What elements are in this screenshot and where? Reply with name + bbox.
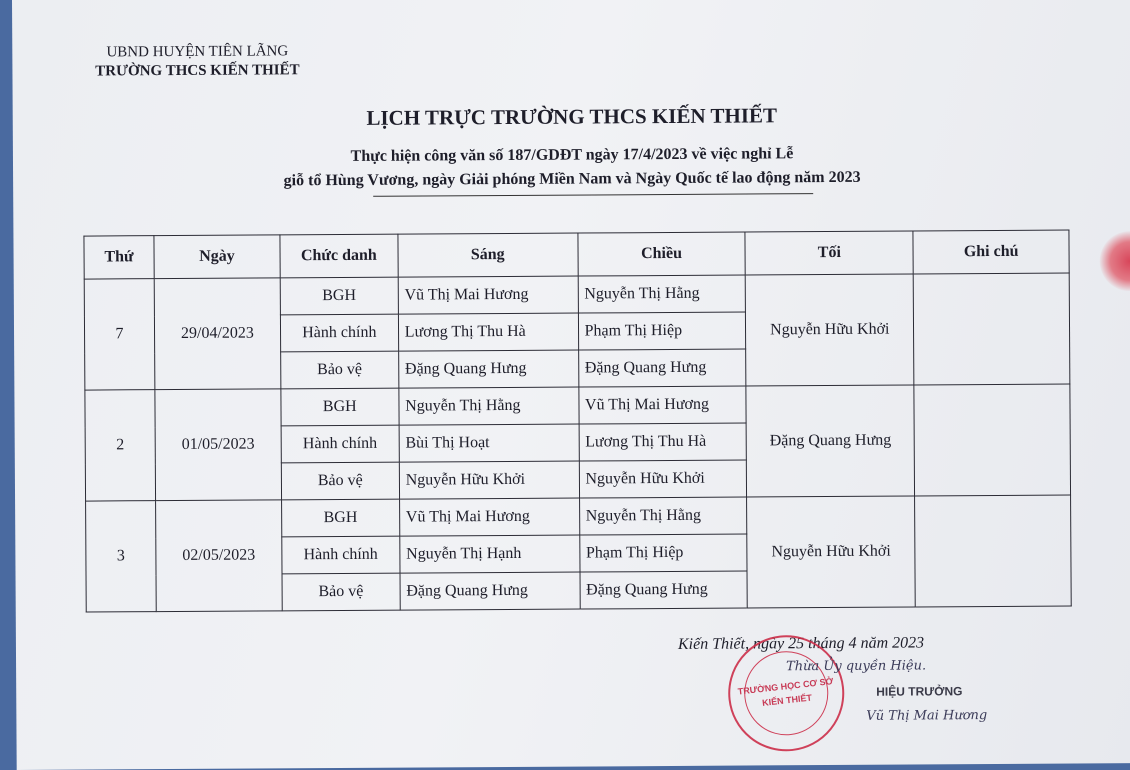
table-row: [84, 273, 1069, 316]
place-date-line: Kiến Thiết, ngày 25 tháng 4 năm 2023: [677, 634, 925, 653]
stamp-text-bottom: KIẾN THIẾT: [761, 692, 813, 708]
role-cell: Hành chính: [280, 314, 398, 352]
morning-cell: Vũ Thị Mai Hương: [399, 498, 579, 536]
note-cell: [913, 273, 1070, 385]
header-cell: Chức danh: [280, 234, 398, 278]
table-header-row: [84, 230, 1069, 279]
signature-note: Thừa Ủy quyền Hiệu.: [786, 658, 927, 675]
note-cell: [914, 384, 1071, 496]
weekday-cell: 3: [86, 501, 157, 612]
morning-cell: Nguyễn Thị Hạnh: [400, 535, 580, 573]
header-cell: Ngày: [154, 235, 280, 279]
afternoon-cell: Phạm Thị Hiệp: [578, 312, 746, 350]
afternoon-cell: Nguyễn Thị Hằng: [579, 497, 747, 535]
date-cell: 02/05/2023: [155, 500, 282, 612]
morning-cell: Vũ Thị Mai Hương: [398, 276, 578, 314]
duty-schedule-table: [83, 230, 1071, 613]
header-cell: Thứ: [84, 236, 154, 279]
date-cell: 29/04/2023: [154, 278, 281, 390]
school-name: TRƯỜNG THCS KIẾN THIẾT: [95, 62, 300, 80]
stamp-ink-blot: [1099, 231, 1130, 291]
role-cell: BGH: [280, 277, 398, 315]
evening-cell: Đặng Quang Hưng: [746, 385, 914, 497]
signer-name: Vũ Thị Mai Hương: [866, 708, 988, 724]
document-page: [12, 0, 1130, 770]
agency-name: UBND HUYỆN TIÊN LÃNG: [106, 43, 289, 61]
afternoon-cell: Phạm Thị Hiệp: [579, 534, 747, 572]
stamp-text-top: TRƯỜNG HỌC CƠ SỞ: [737, 676, 834, 697]
subtitle-line-2: giỗ tổ Hùng Vương, ngày Giải phóng Miền Nam và Ngày Quốc tế lao động năm 2023: [283, 168, 861, 190]
morning-cell: Đặng Quang Hưng: [398, 350, 578, 388]
morning-cell: Đặng Quang Hưng: [400, 572, 580, 610]
role-cell: Bảo vệ: [281, 462, 399, 500]
afternoon-cell: Nguyễn Thị Hằng: [578, 275, 746, 313]
role-cell: Bảo vệ: [281, 351, 399, 389]
morning-cell: Nguyễn Hữu Khởi: [399, 461, 579, 499]
evening-cell: Nguyễn Hữu Khởi: [746, 274, 914, 386]
role-cell: Hành chính: [281, 425, 399, 463]
subtitle-line-1: Thực hiện công văn số 187/GDĐT ngày 17/4/2023 về việc nghỉ Lễ: [350, 145, 794, 165]
afternoon-cell: Đặng Quang Hưng: [580, 571, 748, 609]
role-cell: BGH: [281, 388, 399, 426]
date-cell: 01/05/2023: [155, 389, 282, 501]
morning-cell: Lương Thị Thu Hà: [398, 313, 578, 351]
title-underline: [373, 193, 813, 197]
header-cell: Chiều: [577, 232, 745, 276]
document-title: LỊCH TRỰC TRƯỜNG THCS KIẾN THIẾT: [366, 103, 778, 130]
issuing-agency: [82, 42, 312, 81]
note-cell: [915, 495, 1072, 607]
evening-cell: Nguyễn Hữu Khởi: [747, 496, 915, 608]
signer-role: HIỆU TRƯỞNG: [876, 684, 963, 699]
table-row: [86, 495, 1071, 538]
morning-cell: Nguyễn Thị Hằng: [399, 387, 579, 425]
afternoon-cell: Nguyễn Hữu Khởi: [579, 460, 747, 498]
role-cell: BGH: [281, 499, 399, 537]
table-row: [85, 384, 1070, 427]
weekday-cell: 2: [85, 390, 156, 501]
morning-cell: Bùi Thị Hoạt: [399, 424, 579, 462]
weekday-cell: 7: [84, 279, 155, 390]
afternoon-cell: Đặng Quang Hưng: [578, 349, 746, 387]
header-cell: Tối: [745, 231, 913, 275]
header-cell: Sáng: [398, 233, 578, 277]
role-cell: Hành chính: [282, 536, 400, 574]
afternoon-cell: Vũ Thị Mai Hương: [578, 386, 746, 424]
role-cell: Bảo vệ: [282, 573, 400, 611]
afternoon-cell: Lương Thị Thu Hà: [579, 423, 747, 461]
header-cell: Ghi chú: [913, 230, 1069, 274]
